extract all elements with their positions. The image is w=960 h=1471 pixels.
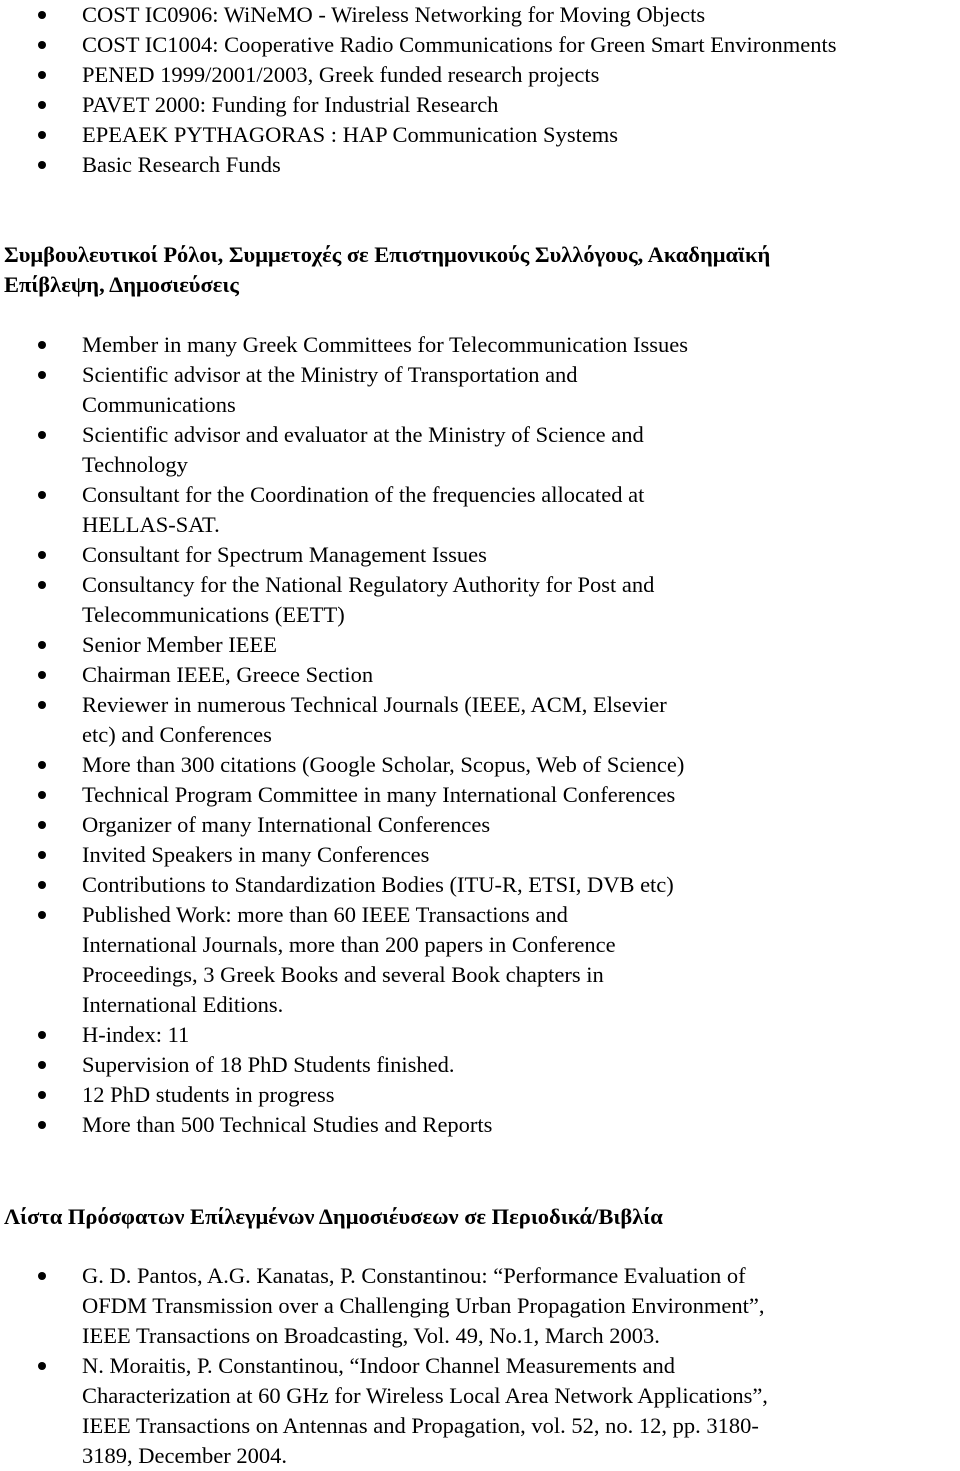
project-item bbox=[0, 60, 960, 90]
publications-heading bbox=[4, 1202, 663, 1232]
bullet-icon bbox=[38, 701, 46, 709]
list-item-text: Chairman IEEE, Greece Section bbox=[82, 662, 374, 687]
bullet-icon bbox=[38, 851, 46, 859]
roles-heading-line: Επίβλεψη, Δημοσιεύσεις bbox=[4, 272, 239, 297]
bullet-icon bbox=[38, 1121, 46, 1129]
role-item bbox=[0, 420, 960, 480]
project-item bbox=[0, 30, 960, 60]
bullet-icon bbox=[38, 1091, 46, 1099]
list-item-text: Reviewer in numerous Technical Journals (IEEE, ACM, Elsevier bbox=[82, 692, 667, 717]
list-item-text: N. Moraitis, P. Constantinou, “Indoor Channel Measurements and bbox=[82, 1353, 676, 1378]
bullet-icon bbox=[38, 881, 46, 889]
publications-list bbox=[0, 1261, 960, 1471]
list-item-text: Consultancy for the National Regulatory Authority for Post and bbox=[82, 572, 655, 597]
bullet-icon bbox=[38, 641, 46, 649]
list-item-text: Proceedings, 3 Greek Books and several Book chapters in bbox=[82, 962, 604, 987]
list-item-text: 3189, December 2004. bbox=[82, 1443, 287, 1468]
bullet-icon bbox=[38, 1362, 46, 1370]
role-item bbox=[0, 630, 960, 660]
role-item bbox=[0, 840, 960, 870]
bullet-icon bbox=[38, 761, 46, 769]
bullet-icon bbox=[38, 11, 46, 19]
roles-list bbox=[0, 330, 960, 1140]
list-item-text: Scientific advisor at the Ministry of Transportation and bbox=[82, 362, 578, 387]
bullet-icon bbox=[38, 101, 46, 109]
list-item-text: Contributions to Standardization Bodies (ITU-R, ETSI, DVB etc) bbox=[82, 872, 674, 897]
list-item-text: Consultant for the Coordination of the frequencies allocated at bbox=[82, 482, 645, 507]
role-item bbox=[0, 780, 960, 810]
list-item-text: EPEAEK PYTHAGORAS : HAP Communication Systems bbox=[82, 122, 619, 147]
role-item bbox=[0, 900, 960, 1020]
role-item bbox=[0, 480, 960, 540]
list-item-text: Supervision of 18 PhD Students finished. bbox=[82, 1052, 455, 1077]
list-item-text: COST IC0906: WiNeMO - Wireless Networking for Moving Objects bbox=[82, 2, 706, 27]
bullet-icon bbox=[38, 551, 46, 559]
bullet-icon bbox=[38, 41, 46, 49]
role-item bbox=[0, 750, 960, 780]
bullet-icon bbox=[38, 371, 46, 379]
role-item bbox=[0, 1080, 960, 1110]
project-item bbox=[0, 150, 960, 180]
bullet-icon bbox=[38, 1272, 46, 1280]
role-item bbox=[0, 870, 960, 900]
list-item-text: More than 500 Technical Studies and Reports bbox=[82, 1112, 493, 1137]
list-item-text: PENED 1999/2001/2003, Greek funded research projects bbox=[82, 62, 600, 87]
list-item-text: Communications bbox=[82, 392, 236, 417]
role-item bbox=[0, 660, 960, 690]
list-item-text: IEEE Transactions on Antennas and Propagation, vol. 52, no. 12, pp. 3180- bbox=[82, 1413, 759, 1438]
list-item-text: Organizer of many International Conferences bbox=[82, 812, 491, 837]
list-item-text: COST IC1004: Cooperative Radio Communications for Green Smart Environments bbox=[82, 32, 837, 57]
list-item-text: HELLAS-SAT. bbox=[82, 512, 220, 537]
publication-item bbox=[0, 1261, 960, 1351]
list-item-text: Technical Program Committee in many International Conferences bbox=[82, 782, 676, 807]
list-item-text: More than 300 citations (Google Scholar, Scopus, Web of Science) bbox=[82, 752, 685, 777]
list-item-text: Senior Member IEEE bbox=[82, 632, 277, 657]
list-item-text: Scientific advisor and evaluator at the Ministry of Science and bbox=[82, 422, 644, 447]
bullet-icon bbox=[38, 431, 46, 439]
publication-item bbox=[0, 1351, 960, 1471]
list-item-text: H-index: 11 bbox=[82, 1022, 190, 1047]
project-item bbox=[0, 120, 960, 150]
role-item bbox=[0, 690, 960, 750]
list-item-text: PAVET 2000: Funding for Industrial Research bbox=[82, 92, 499, 117]
list-item-text: Basic Research Funds bbox=[82, 152, 281, 177]
role-item bbox=[0, 570, 960, 630]
list-item-text: International Journals, more than 200 papers in Conference bbox=[82, 932, 616, 957]
project-item bbox=[0, 90, 960, 120]
list-item-text: Telecommunications (EETT) bbox=[82, 602, 345, 627]
bullet-icon bbox=[38, 671, 46, 679]
list-item-text: Consultant for Spectrum Management Issues bbox=[82, 542, 487, 567]
bullet-icon bbox=[38, 131, 46, 139]
bullet-icon bbox=[38, 1031, 46, 1039]
list-item-text: IEEE Transactions on Broadcasting, Vol. 49, No.1, March 2003. bbox=[82, 1323, 660, 1348]
bullet-icon bbox=[38, 71, 46, 79]
role-item bbox=[0, 360, 960, 420]
role-item bbox=[0, 1020, 960, 1050]
publications-heading-text: Λίστα Πρόσφατων Επίλεγμένων Δημοσιέυσεων σε Περιοδικά/Βιβλία bbox=[4, 1204, 663, 1229]
list-item-text: International Editions. bbox=[82, 992, 284, 1017]
bullet-icon bbox=[38, 1061, 46, 1069]
list-item-text: Published Work: more than 60 IEEE Transactions and bbox=[82, 902, 568, 927]
list-item-text: Invited Speakers in many Conferences bbox=[82, 842, 430, 867]
bullet-icon bbox=[38, 911, 46, 919]
bullet-icon bbox=[38, 581, 46, 589]
roles-heading-line: Συμβουλευτικοί Ρόλοι, Συμμετοχές σε Επιστημονικούς Συλλόγους, Ακαδημαϊκή bbox=[4, 242, 771, 267]
list-item-text: 12 PhD students in progress bbox=[82, 1082, 335, 1107]
projects-list bbox=[0, 0, 960, 180]
project-item bbox=[0, 0, 960, 30]
list-item-text: OFDM Transmission over a Challenging Urban Propagation Environment”, bbox=[82, 1293, 765, 1318]
bullet-icon bbox=[38, 821, 46, 829]
list-item-text: Member in many Greek Committees for Telecommunication Issues bbox=[82, 332, 688, 357]
role-item bbox=[0, 1110, 960, 1140]
bullet-icon bbox=[38, 491, 46, 499]
role-item bbox=[0, 1050, 960, 1080]
bullet-icon bbox=[38, 161, 46, 169]
roles-heading bbox=[4, 240, 770, 300]
list-item-text: Characterization at 60 GHz for Wireless Local Area Network Applications”, bbox=[82, 1383, 768, 1408]
bullet-icon bbox=[38, 341, 46, 349]
bullet-icon bbox=[38, 791, 46, 799]
role-item bbox=[0, 810, 960, 840]
list-item-text: G. D. Pantos, A.G. Kanatas, P. Constantinou: “Performance Evaluation of bbox=[82, 1263, 746, 1288]
role-item bbox=[0, 540, 960, 570]
role-item bbox=[0, 330, 960, 360]
list-item-text: etc) and Conferences bbox=[82, 722, 272, 747]
list-item-text: Technology bbox=[82, 452, 188, 477]
